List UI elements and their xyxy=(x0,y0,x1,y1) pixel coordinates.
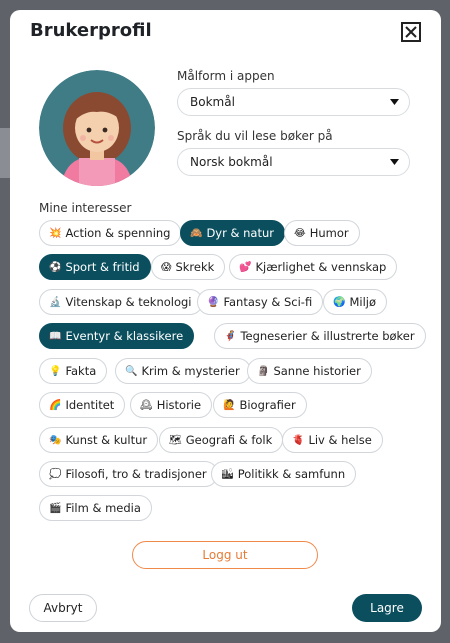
interest-label: Liv & helse xyxy=(308,433,372,447)
interest-emoji-icon: 🔬 xyxy=(49,296,62,308)
interest-label: Filosofi, tro & tradisjoner xyxy=(65,467,207,481)
interest-emoji-icon: 💥 xyxy=(49,227,62,239)
interest-label: Fantasy & Sci-fi xyxy=(223,295,313,309)
interest-emoji-icon: 🔍 xyxy=(125,365,138,377)
interest-label: Politikk & samfunn xyxy=(237,467,346,481)
dialog-title: Brukerprofil xyxy=(30,20,152,41)
interest-emoji-icon: 💡 xyxy=(49,365,62,377)
interests-label: Mine interesser xyxy=(39,201,132,215)
backdrop xyxy=(0,128,10,178)
interest-chip[interactable] xyxy=(39,289,203,315)
language-select[interactable] xyxy=(177,88,410,116)
interest-emoji-icon: ⚽ xyxy=(49,261,62,273)
interest-emoji-icon: 🗺 xyxy=(169,434,182,446)
logout-button[interactable]: Logg ut xyxy=(132,541,318,569)
interest-emoji-icon: 🕰 xyxy=(140,399,153,411)
interest-label: Geografi & folk xyxy=(185,433,273,447)
interest-chip[interactable] xyxy=(159,427,283,453)
interest-label: Kunst & kultur xyxy=(65,433,148,447)
interest-label: Vitenskap & teknologi xyxy=(65,295,192,309)
interest-chip[interactable] xyxy=(323,289,387,315)
interest-emoji-icon: 🌍 xyxy=(333,296,346,308)
interest-label: Dyr & natur xyxy=(206,226,274,240)
language-select-value: Bokmål xyxy=(190,95,235,109)
close-button[interactable] xyxy=(401,22,421,42)
interest-label: Eventyr & klassikere xyxy=(65,329,184,343)
interest-emoji-icon: 😂 xyxy=(294,227,306,239)
reading-language-select[interactable] xyxy=(177,148,410,176)
chevron-down-icon xyxy=(390,99,399,105)
language-label: Målform i appen xyxy=(177,69,275,83)
interest-label: Humor xyxy=(309,226,349,240)
interest-emoji-icon: 📖 xyxy=(49,330,62,342)
interest-chip[interactable] xyxy=(115,358,251,384)
interest-emoji-icon: 🎬 xyxy=(49,502,62,514)
reading-language-select-value: Norsk bokmål xyxy=(190,155,273,169)
interest-chip[interactable] xyxy=(39,254,151,280)
interest-emoji-icon: 🌈 xyxy=(49,399,62,411)
interest-label: Tegneserier & illustrerte bøker xyxy=(240,329,415,343)
chevron-down-icon xyxy=(390,159,399,165)
save-button[interactable]: Lagre xyxy=(352,594,422,622)
interest-label: Miljø xyxy=(349,295,376,309)
interest-label: Action & spenning xyxy=(65,226,171,240)
interest-chip[interactable] xyxy=(214,323,426,349)
interest-chip[interactable] xyxy=(211,461,356,487)
interest-emoji-icon: 🏙 xyxy=(221,468,234,480)
interest-chip[interactable] xyxy=(39,220,181,246)
interest-emoji-icon: 🦸 xyxy=(224,330,237,342)
interest-chip[interactable] xyxy=(39,427,158,453)
cancel-button[interactable]: Avbryt xyxy=(29,594,97,622)
interest-emoji-icon: 🗿 xyxy=(257,365,270,377)
interest-emoji-icon: 🙋 xyxy=(223,399,236,411)
interest-chip[interactable] xyxy=(39,392,125,418)
avatar[interactable] xyxy=(39,70,155,186)
interest-emoji-icon: 🎭 xyxy=(49,434,62,446)
interest-chip[interactable] xyxy=(39,495,152,521)
interest-emoji-icon: 😱 xyxy=(161,261,172,273)
interest-emoji-icon: 💭 xyxy=(49,468,62,480)
interest-label: Biografier xyxy=(239,398,296,412)
interest-emoji-icon: 🙈 xyxy=(190,227,203,239)
interest-chip[interactable] xyxy=(213,392,307,418)
interest-chip[interactable] xyxy=(151,254,225,280)
interest-emoji-icon: 💕 xyxy=(239,261,252,273)
interest-label: Identitet xyxy=(65,398,115,412)
interest-label: Krim & mysterier xyxy=(141,364,240,378)
interest-chip[interactable] xyxy=(130,392,212,418)
profile-dialog xyxy=(10,10,441,632)
interest-label: Fakta xyxy=(65,364,97,378)
close-icon xyxy=(403,24,419,40)
interest-chip[interactable] xyxy=(180,220,285,246)
interest-emoji-icon: 🫀 xyxy=(292,434,305,446)
interest-chip[interactable] xyxy=(197,289,323,315)
interest-label: Film & media xyxy=(65,501,141,515)
interest-chip[interactable] xyxy=(284,220,360,246)
interest-chip[interactable] xyxy=(39,461,218,487)
reading-language-label: Språk du vil lese bøker på xyxy=(177,129,333,143)
interest-emoji-icon: 🔮 xyxy=(207,296,220,308)
interest-chip[interactable] xyxy=(39,323,194,349)
interest-label: Sanne historier xyxy=(273,364,361,378)
interest-chip[interactable] xyxy=(282,427,383,453)
interest-chip[interactable] xyxy=(229,254,397,280)
interest-label: Skrekk xyxy=(175,260,215,274)
interest-label: Kjærlighet & vennskap xyxy=(255,260,387,274)
interest-label: Historie xyxy=(156,398,202,412)
interest-chip[interactable] xyxy=(39,358,107,384)
interest-label: Sport & fritid xyxy=(65,260,140,274)
interest-chip[interactable] xyxy=(247,358,372,384)
